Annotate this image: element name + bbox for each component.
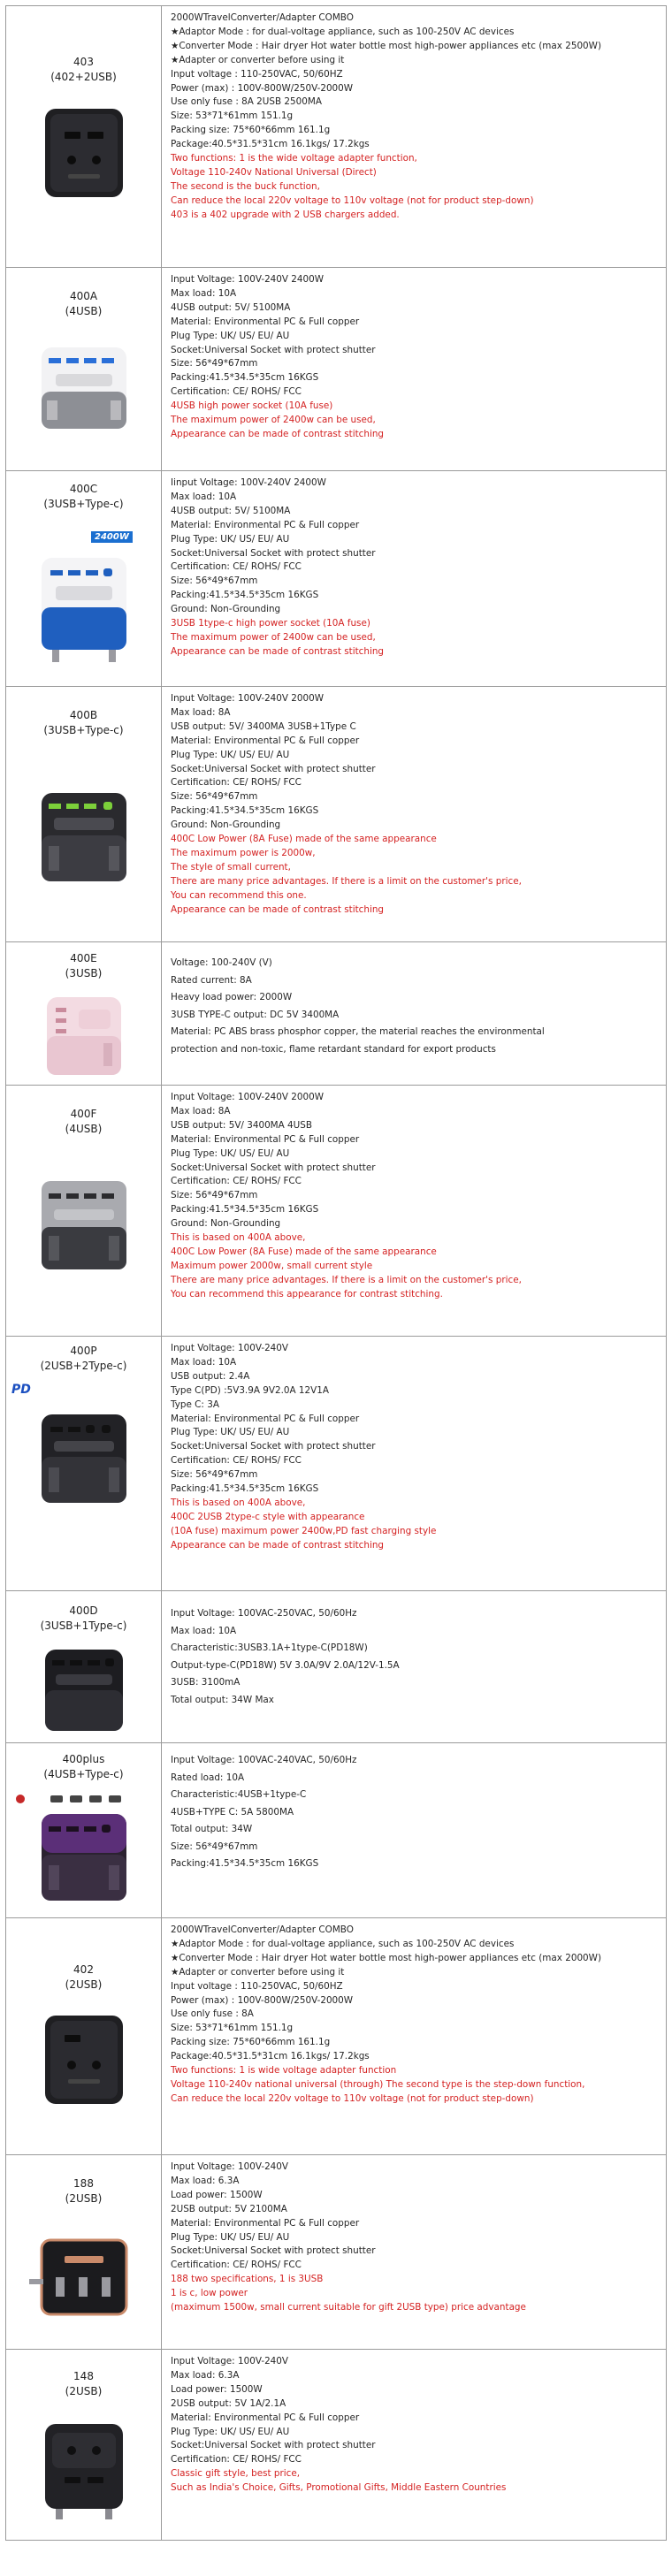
product-cell	[6, 1591, 162, 1742]
model-variant: (4USB)	[65, 305, 103, 317]
spec-line: ★Converter Mode : Hair dryer Hot water bottle most high-power appliances etc (max 2500W)	[171, 40, 601, 51]
note-line: (maximum 1500w, small current suitable for gift 2USB type) price advantage	[171, 2302, 526, 2313]
spec-cell	[162, 2155, 666, 2349]
spec-line: Socket:Universal Socket with protect shutter	[171, 344, 376, 355]
spec-cell	[162, 1337, 666, 1590]
table-row	[5, 1918, 667, 2155]
model-name: 400D	[69, 1604, 98, 1617]
spec-line: Plug Type: UK/ US/ EU/ AU	[171, 533, 290, 545]
spec-line: Material: PC ABS brass phosphor copper, the material reaches the environmental	[171, 1026, 545, 1037]
note-line: You can recommend this appearance for contrast stitching.	[171, 1288, 443, 1299]
note-line: You can recommend this one.	[171, 889, 307, 901]
spec-line: Rated load: 10A	[171, 1772, 245, 1783]
spec-line: 4USB+TYPE C: 5A 5800MA	[171, 1806, 294, 1818]
note-line: Such as India's Choice, Gifts, Promotional Gifts, Middle Eastern Countries	[171, 2482, 507, 2494]
table-row	[5, 6, 667, 268]
spec-line: Plug Type: UK/ US/ EU/ AU	[171, 1427, 290, 1438]
table-row	[5, 1086, 667, 1337]
spec-line: Use only fuse : 8A	[171, 2008, 254, 2020]
note-line: Appearance can be made of contrast stitching	[171, 903, 385, 915]
note-line: 4USB high power socket (10A fuse)	[171, 400, 333, 412]
spec-line: Power (max) : 100V-800W/250V-2000W	[171, 1994, 354, 2006]
spec-line: Material: Environmental PC & Full copper	[171, 316, 360, 327]
spec-cell	[162, 471, 666, 686]
product-cell	[6, 1743, 162, 1917]
spec-line: Characteristic:4USB+1type-C	[171, 1789, 307, 1800]
spec-line: Iinput Voltage: 100V-240V 2400W	[171, 477, 326, 488]
note-line: The maximum power of 2400w can be used,	[171, 631, 376, 643]
table-row	[5, 268, 667, 471]
spec-line: Type C: 3A	[171, 1399, 219, 1410]
note-line: Can reduce the local 220v voltage to 110v voltage (not for product step-down)	[171, 194, 534, 206]
spec-line: Total output: 34W	[171, 1824, 253, 1834]
product-image	[29, 100, 139, 206]
product-cell	[6, 942, 162, 1085]
model-label	[6, 708, 161, 738]
model-variant: (2USB)	[65, 1978, 103, 1991]
spec-line: Certification: CE/ ROHS/ FCC	[171, 386, 302, 398]
note-line: 400C Low Power (8A Fuse) made of the same appearance	[171, 1246, 437, 1257]
note-line: Can reduce the local 220v voltage to 110v voltage (not for product step-down)	[171, 2092, 534, 2104]
spec-line: Input voltage : 110-250VAC, 50/60HZ	[171, 1980, 343, 1992]
spec-line: Size: 56*49*67mm	[171, 1190, 258, 1201]
spec-cell	[162, 1743, 666, 1917]
product-cell	[6, 1086, 162, 1336]
spec-line: USB output: 5V/ 3400MA 4USB	[171, 1119, 312, 1131]
spec-line: Output-type-C(PD18W) 5V 3.0A/9V 2.0A/12V-1.5A	[171, 1659, 400, 1671]
spec-cell	[162, 1918, 666, 2154]
spec-line: 2000WTravelConverter/Adapter COMBO	[171, 12, 354, 23]
spec-line: Ground: Non-Grounding	[171, 1218, 281, 1230]
spec-line: Certification: CE/ ROHS/ FCC	[171, 777, 302, 789]
model-label	[6, 289, 161, 319]
product-image	[29, 1172, 139, 1278]
spec-line: Plug Type: UK/ US/ EU/ AU	[171, 1147, 290, 1159]
spec-cell	[162, 1591, 666, 1742]
note-line: Two functions: 1 is wide voltage adapter function	[171, 2065, 397, 2077]
spec-cell	[162, 2350, 666, 2540]
spec-line: Package:40.5*31.5*31cm 16.1kgs/ 17.2kgs	[171, 2051, 370, 2062]
note-line: 3USB 1type-c high power socket (10A fuse)	[171, 618, 370, 629]
spec-line: Material: Environmental PC & Full copper	[171, 1133, 360, 1145]
model-name: 400plus	[62, 1753, 105, 1765]
spec-line: Size: 56*49*67mm	[171, 1469, 258, 1481]
spec-line: Max load: 8A	[171, 706, 231, 718]
spec-line: Material: Environmental PC & Full copper	[171, 735, 360, 746]
model-variant: (3USB+Type-c)	[43, 498, 124, 510]
spec-line: 2USB output: 5V 2100MA	[171, 2203, 287, 2214]
model-label	[6, 951, 161, 981]
spec-line: 3USB TYPE-C output: DC 5V 3400MA	[171, 1009, 340, 1020]
spec-line: Input Voltage: 100VAC-240VAC, 50/60Hz	[171, 1755, 357, 1765]
product-spec-table	[5, 5, 667, 2541]
spec-line: Input Voltage: 100V-240V 2400W	[171, 274, 325, 285]
model-variant: (3USB+Type-c)	[43, 724, 124, 736]
model-name: 400C	[69, 483, 98, 495]
note-line: Appearance can be made of contrast stitching	[171, 1539, 385, 1551]
spec-line: Socket:Universal Socket with protect shutter	[171, 1441, 376, 1452]
product-image	[29, 2415, 139, 2521]
model-label	[6, 2176, 161, 2206]
product-cell	[6, 1918, 162, 2154]
spec-line: Input Voltage: 100V-240V 2000W	[171, 693, 325, 704]
model-variant: (2USB)	[65, 2192, 103, 2205]
spec-line: Certification: CE/ ROHS/ FCC	[171, 2454, 302, 2465]
spec-line: Use only fuse : 8A 2USB 2500MA	[171, 96, 322, 108]
spec-line: Plug Type: UK/ US/ EU/ AU	[171, 749, 290, 760]
model-variant: (2USB+2Type-c)	[40, 1360, 127, 1372]
model-name: 400B	[69, 709, 98, 721]
spec-line: Input Voltage: 100V-240V	[171, 2356, 289, 2366]
spec-line: Max load: 6.3A	[171, 2369, 240, 2381]
spec-line: Packing size: 75*60*66mm 161.1g	[171, 125, 331, 136]
note-line: The second is the buck function,	[171, 180, 320, 192]
spec-line: Material: Environmental PC & Full copper	[171, 2217, 360, 2229]
product-cell	[6, 471, 162, 686]
note-line: Two functions: 1 is the wide voltage adapter function,	[171, 153, 417, 164]
product-cell	[6, 268, 162, 470]
note-line: Appearance can be made of contrast stitching	[171, 645, 385, 657]
spec-line: Socket:Universal Socket with protect shutter	[171, 2440, 376, 2451]
spec-line: Input voltage : 110-250VAC, 50/60HZ	[171, 68, 343, 80]
spec-line: Certification: CE/ ROHS/ FCC	[171, 1176, 302, 1187]
spec-line: Size: 56*49*67mm	[171, 791, 258, 803]
spec-line: Socket:Universal Socket with protect shutter	[171, 547, 376, 559]
spec-line: Input Voltage: 100V-240V 2000W	[171, 1092, 325, 1102]
note-line: There are many price advantages. If there is a limit on the customer's price,	[171, 1274, 522, 1285]
spec-line: Ground: Non-Grounding	[171, 819, 281, 831]
spec-line: Packing:41.5*34.5*35cm 16KGS	[171, 1204, 319, 1216]
spec-cell	[162, 942, 666, 1085]
note-line: The style of small current,	[171, 861, 291, 873]
product-image	[29, 549, 139, 664]
model-label	[6, 1344, 161, 1374]
table-row	[5, 2155, 667, 2350]
note-line: Maximum power 2000w, small current style	[171, 1260, 373, 1271]
note-line: 403 is a 402 upgrade with 2 USB chargers added.	[171, 209, 400, 220]
spec-line: ★Converter Mode : Hair dryer Hot water bottle most high-power appliances etc (max 2000W)	[171, 1952, 601, 1963]
model-label	[6, 1604, 161, 1634]
model-variant: (4USB+Type-c)	[43, 1768, 124, 1780]
table-row	[5, 1337, 667, 1591]
spec-line: Packing:41.5*34.5*35cm 16KGS	[171, 372, 319, 384]
spec-line: Socket:Universal Socket with protect shutter	[171, 1162, 376, 1173]
spec-line: Heavy load power: 2000W	[171, 992, 293, 1002]
model-label	[6, 1962, 161, 1993]
spec-line: Input Voltage: 100V-240V	[171, 2161, 289, 2172]
spec-line: Size: 56*49*67mm	[171, 358, 258, 370]
spec-line: Packing size: 75*60*66mm 161.1g	[171, 2037, 331, 2048]
spec-line: ★Adapter or converter before using it	[171, 54, 345, 65]
note-line: The maximum power is 2000w,	[171, 847, 316, 858]
spec-line: Characteristic:3USB3.1A+1type-C(PD18W)	[171, 1642, 368, 1653]
spec-line: Max load: 10A	[171, 1625, 237, 1636]
product-cell	[6, 6, 162, 267]
spec-line: Plug Type: UK/ US/ EU/ AU	[171, 2231, 290, 2243]
model-variant: (3USB)	[65, 967, 103, 979]
table-row	[5, 687, 667, 942]
product-cell	[6, 1337, 162, 1590]
spec-line: 3USB: 3100mA	[171, 1677, 241, 1688]
spec-line: Plug Type: UK/ US/ EU/ AU	[171, 2426, 290, 2437]
model-name: 148	[73, 2370, 94, 2382]
note-line: Voltage 110-240v national universal (through) The second type is the step-down function,	[171, 2078, 585, 2090]
note-line: The maximum power of 2400w can be used,	[171, 415, 376, 426]
note-line: Classic gift style, best price,	[171, 2468, 301, 2480]
model-name: 402	[73, 1963, 94, 1976]
model-name: 403	[73, 56, 94, 68]
model-variant: (3USB+1Type-c)	[40, 1620, 127, 1632]
model-label	[6, 482, 161, 512]
product-image	[29, 2007, 139, 2113]
model-variant: (2USB)	[65, 2385, 103, 2397]
model-name: 400F	[70, 1108, 97, 1120]
note-line: Voltage 110-240v National Universal (Direct)	[171, 166, 377, 178]
spec-line: Load power: 1500W	[171, 2383, 263, 2395]
pd-logo: PD	[11, 1383, 31, 1397]
spec-line: Certification: CE/ ROHS/ FCC	[171, 2260, 302, 2271]
spec-line: Input Voltage: 100V-240V	[171, 1343, 289, 1353]
spec-line: Ground: Non-Grounding	[171, 604, 281, 615]
model-name: 400P	[70, 1345, 97, 1357]
note-line: This is based on 400A above,	[171, 1497, 306, 1508]
note-line: 400C Low Power (8A Fuse) made of the same appearance	[171, 834, 437, 845]
spec-line: Certification: CE/ ROHS/ FCC	[171, 1455, 302, 1467]
table-row	[5, 942, 667, 1086]
note-line: (10A fuse) maximum power 2400w,PD fast charging style	[171, 1525, 437, 1536]
spec-line: Total output: 34W Max	[171, 1694, 274, 1705]
product-image	[29, 1642, 139, 1738]
spec-line: Packing:41.5*34.5*35cm 16KGS	[171, 1858, 319, 1869]
spec-line: Max load: 6.3A	[171, 2175, 240, 2186]
spec-line: Max load: 10A	[171, 1356, 237, 1368]
spec-line: Material: Environmental PC & Full copper	[171, 1413, 360, 1424]
spec-line: Size: 53*71*61mm 151.1g	[171, 2023, 294, 2034]
note-line: 400C 2USB 2type-c style with appearance	[171, 1511, 365, 1522]
spec-cell	[162, 687, 666, 941]
model-label	[6, 1752, 161, 1782]
certification-icons	[15, 1791, 148, 1800]
product-cell	[6, 2155, 162, 2349]
spec-line: ★Adapter or converter before using it	[171, 1966, 345, 1978]
spec-line: protection and non-toxic, flame retardant standard for export products	[171, 1043, 496, 1055]
spec-line: Size: 53*71*61mm 151.1g	[171, 111, 294, 122]
model-name: 400E	[70, 952, 97, 964]
spec-line: 4USB output: 5V/ 5100MA	[171, 301, 291, 313]
table-row	[5, 1591, 667, 1743]
spec-line: Rated current: 8A	[171, 974, 252, 986]
spec-line: 2000WTravelConverter/Adapter COMBO	[171, 1924, 354, 1935]
note-line: This is based on 400A above,	[171, 1232, 306, 1244]
product-image	[29, 1406, 139, 1512]
note-line: Appearance can be made of contrast stitching	[171, 428, 385, 439]
model-label	[6, 2369, 161, 2399]
spec-line: Input Voltage: 100VAC-250VAC, 50/60Hz	[171, 1608, 357, 1619]
note-line: 188 two specifications, 1 is 3USB	[171, 2274, 324, 2285]
table-row	[5, 2350, 667, 2541]
spec-line: Max load: 10A	[171, 491, 237, 502]
spec-line: Load power: 1500W	[171, 2189, 263, 2200]
spec-line: Packing:41.5*34.5*35cm 16KGS	[171, 590, 319, 601]
spec-line: Max load: 8A	[171, 1105, 231, 1117]
spec-line: Socket:Universal Socket with protect shutter	[171, 2245, 376, 2257]
spec-cell	[162, 6, 666, 267]
spec-line: ★Adaptor Mode : for dual-voltage appliance, such as 100-250V AC devices	[171, 26, 515, 37]
spec-line: Socket:Universal Socket with protect shutter	[171, 763, 376, 774]
model-variant: (402+2USB)	[50, 71, 117, 83]
spec-line: USB output: 5V/ 3400MA 3USB+1Type C	[171, 720, 356, 732]
spec-line: Package:40.5*31.5*31cm 16.1kgs/ 17.2kgs	[171, 139, 370, 150]
model-name: 188	[73, 2177, 94, 2190]
table-row	[5, 1743, 667, 1918]
product-cell	[6, 2350, 162, 2540]
spec-cell	[162, 268, 666, 470]
spec-line: Material: Environmental PC & Full copper	[171, 2412, 360, 2423]
spec-line: Material: Environmental PC & Full copper	[171, 519, 360, 530]
spec-line: 4USB output: 5V/ 5100MA	[171, 505, 291, 516]
spec-line: Power (max) : 100V-800W/250V-2000W	[171, 82, 354, 94]
model-label	[6, 1107, 161, 1137]
product-image	[29, 2226, 139, 2332]
spec-line: 2USB output: 5V 1A/2.1A	[171, 2397, 286, 2409]
product-image	[29, 1805, 139, 1909]
model-variant: (4USB)	[65, 1123, 103, 1135]
spec-cell	[162, 1086, 666, 1336]
product-image	[29, 990, 139, 1082]
spec-line: ★Adaptor Mode : for dual-voltage appliance, such as 100-250V AC devices	[171, 1938, 515, 1949]
spec-line: Packing:41.5*34.5*35cm 16KGS	[171, 805, 319, 817]
product-image	[29, 339, 139, 436]
spec-line: USB output: 2.4A	[171, 1370, 250, 1382]
table-row	[5, 471, 667, 687]
note-line: 1 is c, low power	[171, 2288, 248, 2299]
spec-line: Type C(PD) :5V3.9A 9V2.0A 12V1A	[171, 1384, 329, 1396]
spec-line: Voltage: 100-240V (V)	[171, 957, 272, 968]
product-cell	[6, 687, 162, 941]
spec-line: Packing:41.5*34.5*35cm 16KGS	[171, 1483, 319, 1495]
spec-line: Certification: CE/ ROHS/ FCC	[171, 561, 302, 573]
spec-line: Size: 56*49*67mm	[171, 575, 258, 587]
spec-line: Size: 56*49*67mm	[171, 1841, 258, 1852]
note-line: There are many price advantages. If there is a limit on the customer's price,	[171, 875, 522, 887]
model-name: 400A	[69, 290, 98, 302]
spec-line: Max load: 10A	[171, 287, 237, 299]
power-badge: 2400W	[91, 531, 133, 543]
model-label	[6, 55, 161, 85]
spec-line: Plug Type: UK/ US/ EU/ AU	[171, 330, 290, 341]
product-image	[29, 784, 139, 890]
